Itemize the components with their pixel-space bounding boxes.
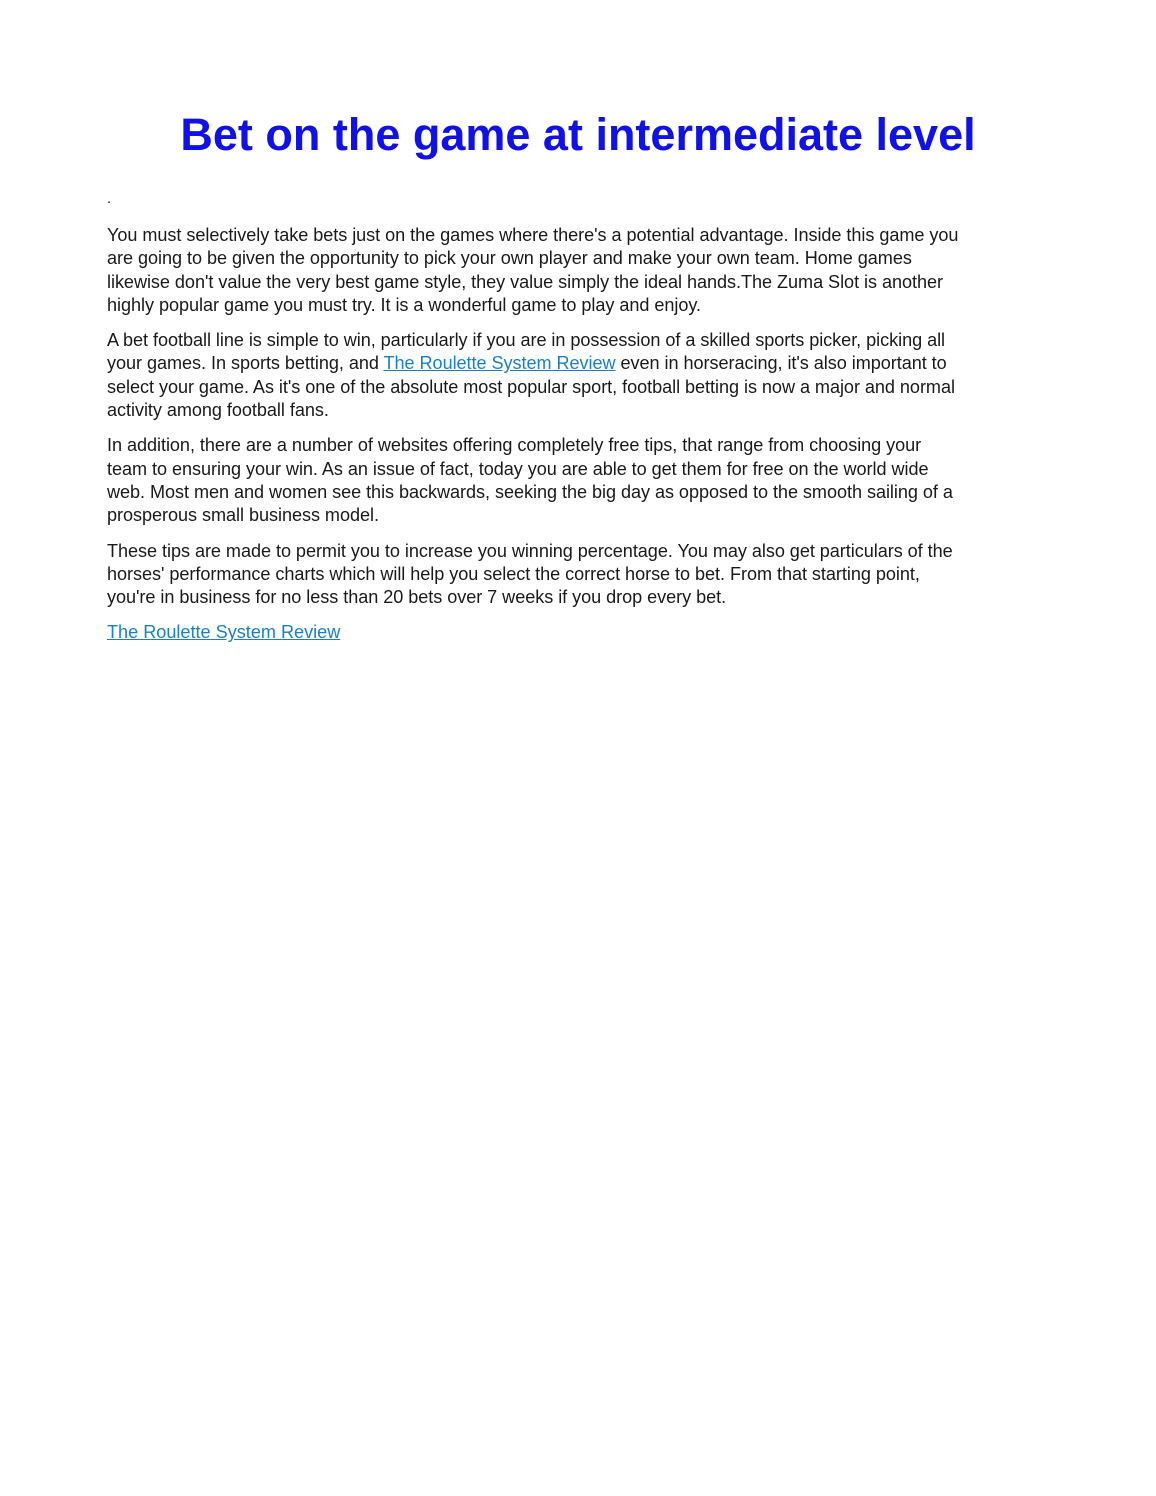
- paragraph-line: prosperous small business model.: [107, 505, 379, 526]
- paragraph-line: team to ensuring your win. As an issue of fact, today you are able to get them for free on the world wide: [107, 458, 929, 479]
- paragraph-4: [107, 540, 1057, 610]
- roulette-review-footer-link[interactable]: The Roulette System Review: [107, 622, 341, 643]
- footer-link-paragraph: [107, 621, 1057, 644]
- paragraph-line: web. Most men and women see this backwards, seeking the big day as opposed to the smooth sailing of a: [107, 481, 953, 502]
- paragraph-line: These tips are made to permit you to increase you winning percentage. You may also get particulars of the: [107, 540, 953, 561]
- article-body: [107, 224, 1057, 645]
- paragraph-line: highly popular game you must try. It is a wonderful game to play and enjoy.: [107, 294, 701, 315]
- paragraph-1: [107, 224, 1057, 317]
- paragraph-line: A bet football line is simple to win, particularly if you are in possession of a skilled sports picker, picking all: [107, 330, 946, 351]
- paragraph-line: select your game. As it's one of the absolute most popular sport, football betting is now a major and normal: [107, 376, 955, 397]
- paragraph-text: your games. In sports betting, and: [107, 353, 384, 374]
- page-title: Bet on the game at intermediate level: [180, 109, 976, 160]
- paragraph-text: even in horseracing, it's also important to: [615, 353, 947, 374]
- paragraph-line: horses' performance charts which will help you select the correct horse to bet. From that starting point,: [107, 563, 920, 584]
- paragraph-line: In addition, there are a number of websites offering completely free tips, that range from choosing your: [107, 435, 922, 456]
- paragraph-line: likewise don't value the very best game style, they value simply the ideal hands.The Zuma Slot is another: [107, 271, 943, 292]
- roulette-review-inline-link[interactable]: The Roulette System Review: [383, 353, 616, 374]
- paragraph-line: You must selectively take bets just on the games where there's a potential advantage. Inside this game you: [107, 225, 959, 245]
- paragraph-line: activity among football fans.: [107, 400, 329, 421]
- paragraph-line: you're in business for no less than 20 bets over 7 weeks if you drop every bet.: [107, 587, 727, 608]
- paragraph-line: are going to be given the opportunity to pick your own player and make your own team. Home games: [107, 248, 912, 269]
- paragraph-3: [107, 434, 1057, 527]
- separator-dot: .: [107, 190, 112, 207]
- paragraph-2: [107, 329, 1057, 422]
- paragraph-line: [107, 352, 1057, 375]
